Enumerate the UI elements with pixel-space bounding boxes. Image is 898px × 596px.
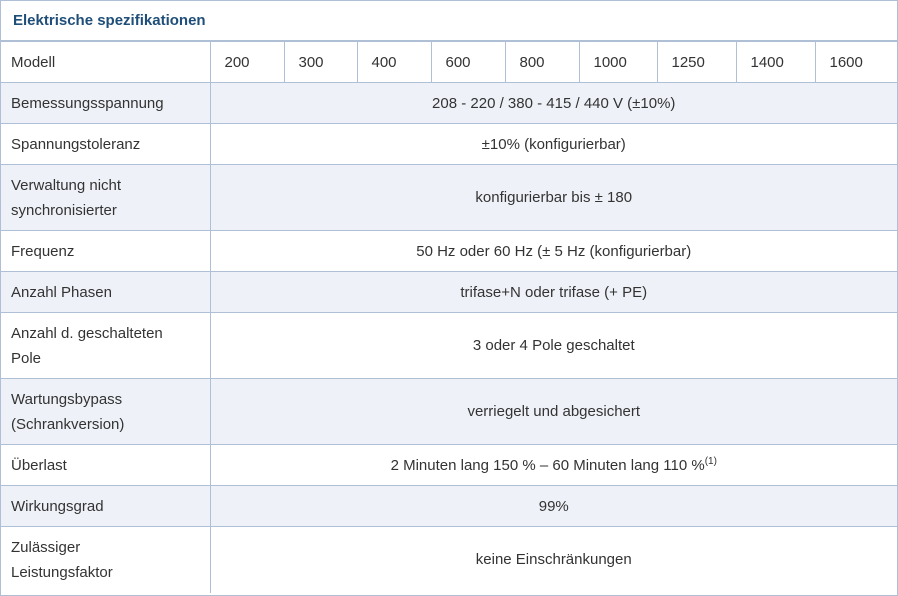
row-label xyxy=(1,165,210,231)
footnote-marker: (1) xyxy=(704,455,717,467)
row-value: ±10% (konfigurierbar) xyxy=(210,124,897,165)
table-row xyxy=(1,379,897,445)
row-label: Wirkungsgrad xyxy=(1,486,210,527)
row-value: 3 oder 4 Pole geschaltet xyxy=(210,313,897,379)
header-row xyxy=(1,42,897,83)
table-row xyxy=(1,272,897,313)
table-row xyxy=(1,527,897,593)
row-value: keine Einschränkungen xyxy=(210,527,897,593)
row-value: 50 Hz oder 60 Hz (± 5 Hz (konfigurierbar) xyxy=(210,231,897,272)
model-cell: 200 xyxy=(210,42,284,83)
row-label: Anzahl Phasen xyxy=(1,272,210,313)
model-cell: 800 xyxy=(505,42,579,83)
model-cell: 1400 xyxy=(736,42,815,83)
model-cell: 1600 xyxy=(815,42,897,83)
title-bar xyxy=(1,1,897,41)
model-cell: 400 xyxy=(357,42,431,83)
panel-title: Elektrische spezifikationen xyxy=(13,12,206,29)
row-label-line: Leistungsfaktor xyxy=(11,563,113,581)
row-label-line: synchronisierter xyxy=(11,201,117,219)
row-value xyxy=(210,445,897,486)
row-label-line: Zulässiger xyxy=(11,538,81,556)
row-label-line: Verwaltung nicht xyxy=(11,176,122,194)
row-value: trifase+N oder trifase (+ PE) xyxy=(210,272,897,313)
row-label: Bemessungsspannung xyxy=(1,83,210,124)
model-cell: 1250 xyxy=(657,42,736,83)
row-label: Frequenz xyxy=(1,231,210,272)
row-value: 208 - 220 / 380 - 415 / 440 V (±10%) xyxy=(210,83,897,124)
row-label: Überlast xyxy=(1,445,210,486)
row-value: verriegelt und abgesichert xyxy=(210,379,897,445)
table-row xyxy=(1,165,897,231)
row-label-line: Anzahl d. geschalteten xyxy=(11,324,163,342)
table-row xyxy=(1,124,897,165)
row-label xyxy=(1,313,210,379)
header-label: Modell xyxy=(1,42,210,83)
model-cell: 1000 xyxy=(579,42,657,83)
row-label-line: (Schrankversion) xyxy=(11,415,125,433)
row-value: konfigurierbar bis ± 180 xyxy=(210,165,897,231)
row-value-text: 2 Minuten lang 150 % – 60 Minuten lang 110 % xyxy=(390,456,705,474)
table-row xyxy=(1,486,897,527)
row-label xyxy=(1,379,210,445)
table-row xyxy=(1,231,897,272)
row-value: 99% xyxy=(210,486,897,527)
row-label: Spannungstoleranz xyxy=(1,124,210,165)
row-label-line: Pole xyxy=(11,349,42,367)
table-row xyxy=(1,83,897,124)
spec-table xyxy=(1,41,897,593)
table-row xyxy=(1,313,897,379)
table-row xyxy=(1,445,897,486)
row-label xyxy=(1,527,210,593)
model-cell: 300 xyxy=(284,42,357,83)
model-cell: 600 xyxy=(431,42,505,83)
row-label-line: Wartungsbypass xyxy=(11,390,123,408)
